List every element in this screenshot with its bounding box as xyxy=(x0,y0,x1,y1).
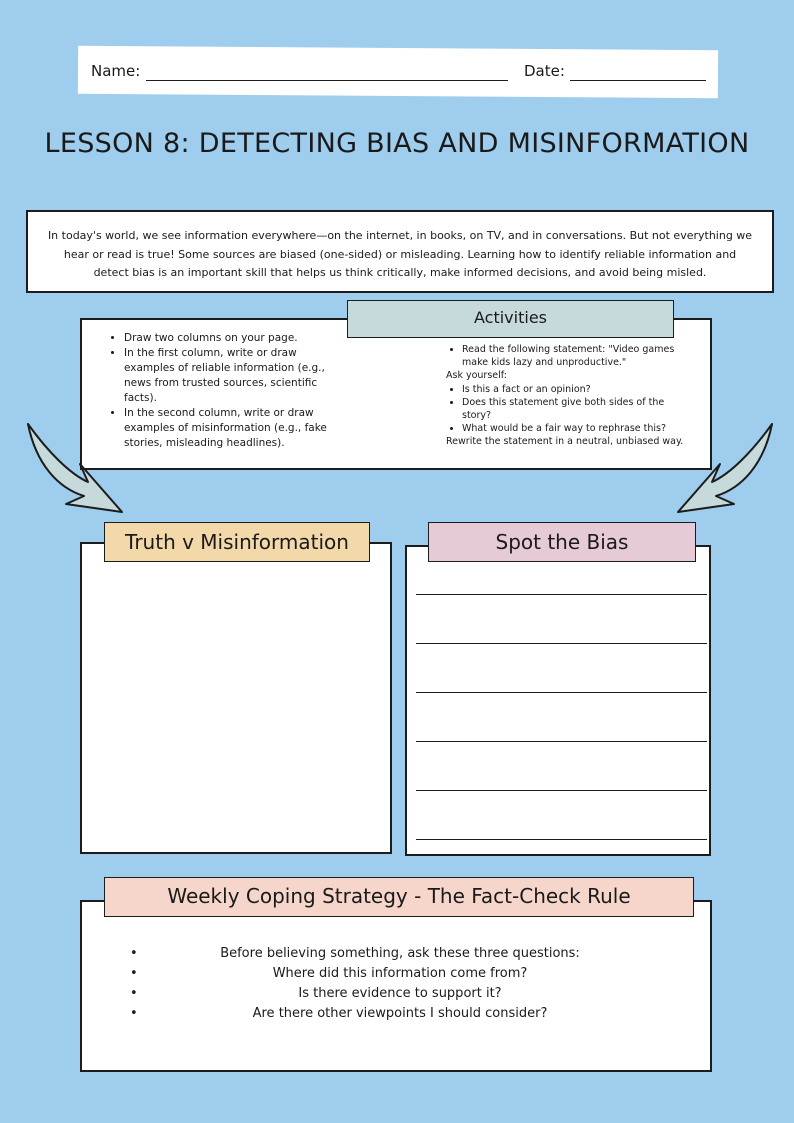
rewrite-instruction: Rewrite the statement in a neutral, unbiased way. xyxy=(446,436,684,448)
bullet-icon: • xyxy=(130,1006,138,1021)
coping-title: Weekly Coping Strategy - The Fact-Check Rule xyxy=(167,884,631,908)
coping-tab xyxy=(104,877,694,917)
list-item: • What would be a fair way to rephrase this? xyxy=(462,422,690,435)
activities-right-column xyxy=(446,343,690,449)
writing-line[interactable] xyxy=(416,643,707,644)
bias-tab xyxy=(428,522,696,562)
list-item: • Are there other viewpoints I should consider? xyxy=(120,1004,680,1024)
truth-box[interactable] xyxy=(80,542,392,854)
list-item: • Draw two columns on your page. xyxy=(124,331,338,346)
list-item: • Read the following statement: "Video games make kids lazy and unproductive." xyxy=(462,343,690,369)
writing-line[interactable] xyxy=(416,692,707,693)
name-date-strip xyxy=(78,46,718,98)
activities-title: Activities xyxy=(474,308,547,327)
bullet-icon: • xyxy=(130,986,138,1001)
name-label: Name: xyxy=(91,62,141,80)
list-item: • Does this statement give both sides of the story? xyxy=(462,396,690,422)
coping-list xyxy=(120,944,680,1024)
intro-box xyxy=(26,210,774,293)
date-label: Date: xyxy=(524,62,565,80)
list-item: • Before believing something, ask these three questions: xyxy=(120,944,680,964)
bias-title: Spot the Bias xyxy=(495,530,629,554)
truth-title: Truth v Misinformation xyxy=(125,530,349,554)
writing-line[interactable] xyxy=(416,594,707,595)
activities-tab xyxy=(347,300,674,338)
bullet-icon: • xyxy=(130,946,138,961)
writing-line[interactable] xyxy=(416,839,707,840)
ask-yourself-label: Ask yourself: xyxy=(446,370,507,382)
list-item: • Where did this information come from? xyxy=(120,964,680,984)
bias-box xyxy=(405,545,711,856)
date-field[interactable] xyxy=(570,80,706,81)
activities-left-list xyxy=(106,331,338,451)
list-item: • Is there evidence to support it? xyxy=(120,984,680,1004)
truth-tab xyxy=(104,522,370,562)
bullet-icon: • xyxy=(130,966,138,981)
name-field[interactable] xyxy=(146,80,508,81)
list-item: • In the first column, write or draw examples of reliable information (e.g., news from trusted sources, scientific facts). xyxy=(124,346,338,406)
writing-line[interactable] xyxy=(416,741,707,742)
writing-line[interactable] xyxy=(416,790,707,791)
intro-text: In today's world, we see information everywhere—on the internet, in books, on TV, and in conversations. But not everything we hear or read is true! Some sources are biased (one-sided) or misleading. Learning how to identify reliable information and detect bias is an important skill that helps us think critically, make informed decisions, and avoid being misled. xyxy=(47,229,753,279)
list-item: • Is this a fact or an opinion? xyxy=(462,383,690,396)
page-title: LESSON 8: DETECTING BIAS AND MISINFORMATION xyxy=(44,128,750,159)
list-item: • In the second column, write or draw examples of misinformation (e.g., fake stories, misleading headlines). xyxy=(124,406,338,451)
